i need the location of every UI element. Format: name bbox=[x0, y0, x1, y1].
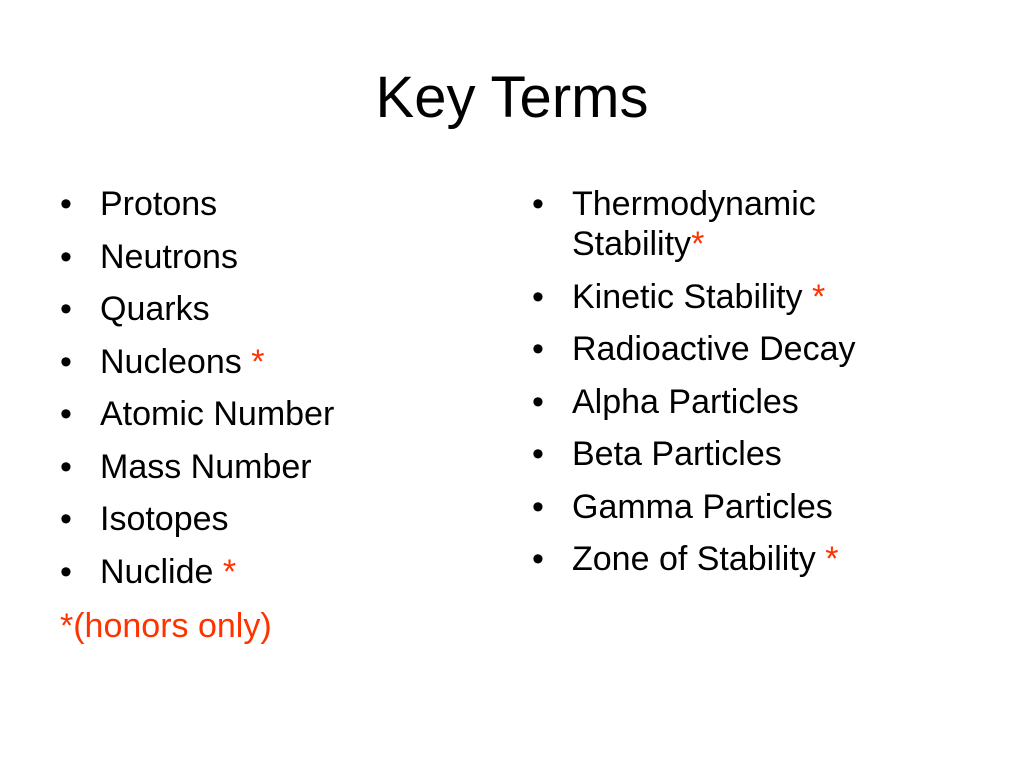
term-label: Zone of Stability bbox=[572, 540, 826, 578]
list-item bbox=[530, 277, 950, 317]
term-label: Atomic Number bbox=[100, 395, 335, 433]
honors-marker: * bbox=[222, 552, 237, 591]
list-item bbox=[530, 329, 950, 369]
list-item bbox=[58, 447, 478, 487]
term-label: Beta Particles bbox=[572, 435, 782, 473]
list-item bbox=[58, 499, 478, 539]
honors-marker: * bbox=[251, 342, 265, 381]
list-item bbox=[530, 539, 950, 579]
bullet-icon: • bbox=[60, 290, 72, 328]
bullet-icon: • bbox=[532, 435, 544, 473]
bullet-icon: • bbox=[60, 447, 72, 486]
term-label: Thermodynamic Stability bbox=[572, 185, 816, 263]
list-item bbox=[530, 434, 950, 474]
term-label: Radioactive Decay bbox=[572, 330, 856, 368]
list-item bbox=[58, 394, 478, 434]
term-label: Nucleons bbox=[100, 342, 252, 381]
honors-marker: * bbox=[812, 277, 826, 316]
bullet-icon: • bbox=[60, 395, 72, 433]
left-term-list bbox=[58, 184, 478, 604]
list-item bbox=[530, 184, 950, 264]
term-label: Protons bbox=[100, 185, 218, 223]
term-label: Kinetic Stability bbox=[572, 277, 812, 316]
bullet-icon: • bbox=[532, 382, 544, 421]
honors-footnote: *(honors only) bbox=[60, 607, 272, 645]
bullet-icon: • bbox=[532, 185, 544, 223]
bullet-icon: • bbox=[60, 342, 72, 381]
list-item bbox=[58, 289, 478, 329]
bullet-icon: • bbox=[60, 237, 72, 276]
term-label: Gamma Particles bbox=[572, 487, 833, 526]
term-label: Nuclide bbox=[100, 552, 223, 591]
bullet-icon: • bbox=[532, 330, 544, 368]
bullet-icon: • bbox=[532, 487, 544, 526]
list-item bbox=[530, 487, 950, 527]
term-label: Isotopes bbox=[100, 500, 229, 538]
list-item bbox=[58, 184, 478, 224]
bullet-icon: • bbox=[60, 552, 72, 591]
bullet-icon: • bbox=[60, 185, 72, 223]
honors-marker: * bbox=[825, 540, 839, 578]
slide-title: Key Terms bbox=[375, 65, 649, 130]
term-label: Quarks bbox=[100, 290, 210, 328]
list-item bbox=[58, 552, 478, 592]
bullet-icon: • bbox=[60, 500, 72, 538]
right-term-list bbox=[530, 184, 950, 592]
honors-marker: * bbox=[691, 225, 705, 263]
term-label: Mass Number bbox=[100, 447, 312, 486]
list-item bbox=[530, 382, 950, 422]
term-label: Neutrons bbox=[100, 237, 238, 276]
bullet-icon: • bbox=[532, 540, 544, 578]
bullet-icon: • bbox=[532, 277, 544, 316]
term-label: Alpha Particles bbox=[572, 382, 799, 421]
list-item bbox=[58, 237, 478, 277]
list-item bbox=[58, 342, 478, 382]
